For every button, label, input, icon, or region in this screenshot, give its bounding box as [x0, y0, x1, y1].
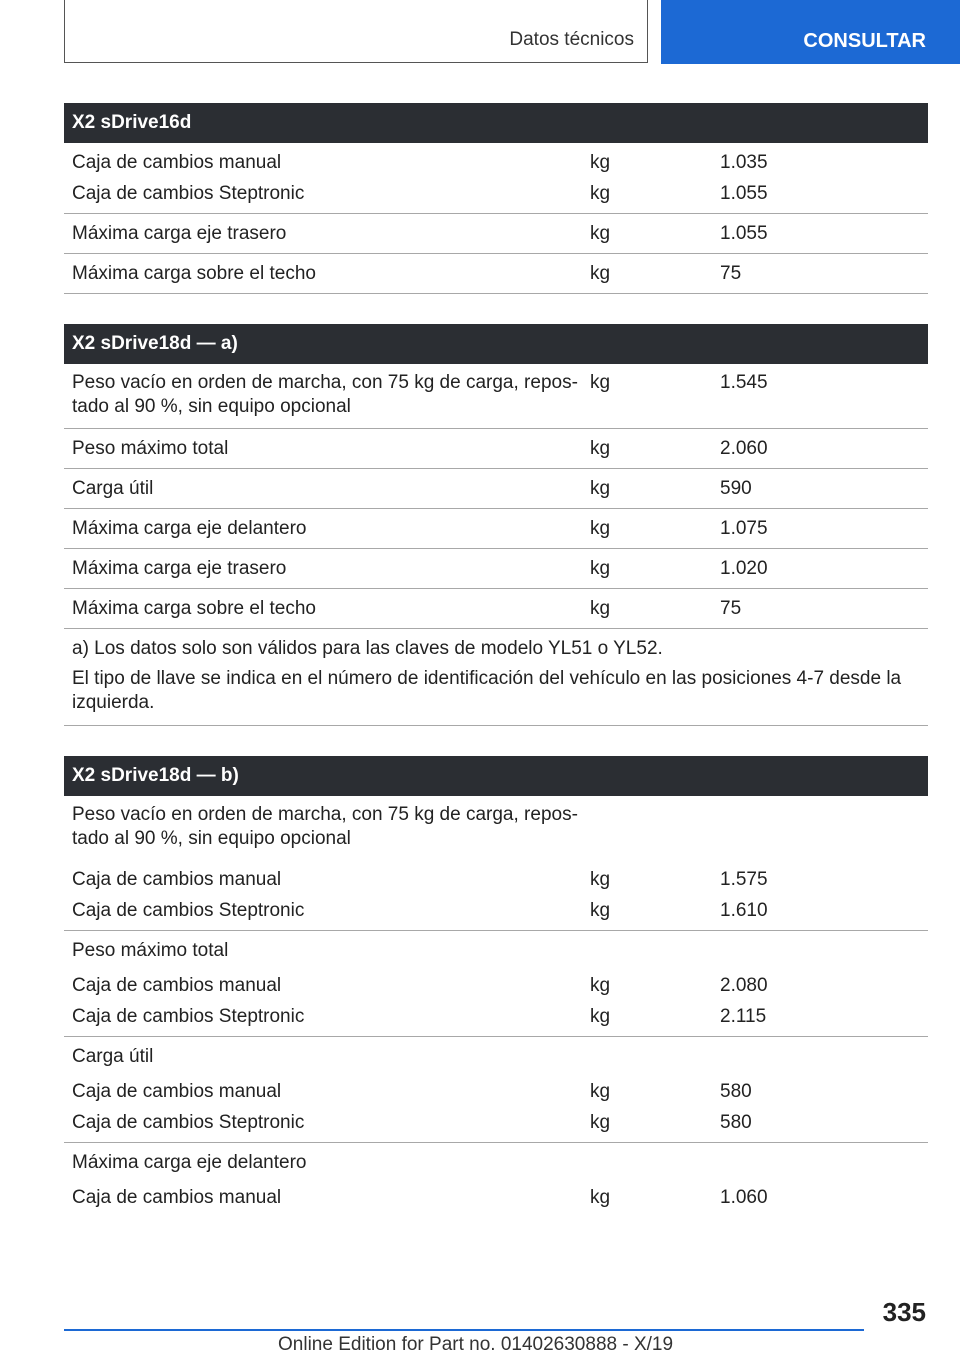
table-row	[64, 1107, 928, 1143]
row-unit: kg	[590, 223, 611, 244]
row-label: Caja de cambios manual	[72, 1187, 282, 1208]
row-value: 1.545	[720, 372, 768, 393]
spec-table-sdrive18d-a	[64, 324, 928, 726]
group-heading: Carga útil	[72, 1046, 154, 1067]
row-label: Caja de cambios Steptronic	[72, 1112, 305, 1133]
row-value: 2.115	[720, 1006, 767, 1027]
row-value: 1.575	[720, 869, 768, 890]
table-row	[64, 143, 928, 178]
group-heading-row	[64, 931, 928, 966]
footer-divider	[64, 1329, 864, 1331]
row-value: 2.080	[720, 975, 768, 996]
row-unit: kg	[590, 1112, 611, 1133]
table-row	[64, 895, 928, 931]
row-value: 580	[720, 1081, 752, 1102]
row-unit: kg	[590, 1187, 611, 1208]
row-label: Carga útil	[72, 478, 154, 499]
row-label: Caja de cambios manual	[72, 152, 282, 173]
table-row	[64, 469, 928, 509]
table-row	[64, 214, 928, 254]
table-footnotes	[64, 629, 928, 726]
group-heading-row	[64, 796, 928, 860]
row-label: Caja de cambios Steptronic	[72, 183, 305, 204]
row-unit: kg	[590, 372, 611, 393]
content	[64, 103, 928, 1213]
row-label: Caja de cambios Steptronic	[72, 900, 305, 921]
row-value: 580	[720, 1112, 752, 1133]
edition-text: Online Edition for Part no. 01402630888 - X/19	[278, 1334, 674, 1355]
table-title: X2 sDrive16d	[64, 103, 928, 143]
page-number: 335	[882, 1297, 926, 1327]
row-unit: kg	[590, 152, 611, 173]
row-unit: kg	[590, 263, 611, 284]
row-value: 1.610	[720, 900, 768, 921]
table-row	[64, 966, 928, 1001]
row-label: Máxima carga eje delantero	[72, 518, 307, 539]
table-row	[64, 178, 928, 214]
row-label: Peso máximo total	[72, 438, 229, 459]
row-label: Caja de cambios Steptronic	[72, 1006, 305, 1027]
row-label: Máxima carga sobre el techo	[72, 263, 316, 284]
row-value: 1.055	[720, 223, 768, 244]
group-heading: Máxima carga eje delantero	[72, 1152, 307, 1173]
table-row	[64, 509, 928, 549]
table-row	[64, 364, 928, 429]
row-label: Caja de cambios manual	[72, 869, 282, 890]
table-row	[64, 589, 928, 629]
table-row	[64, 1001, 928, 1037]
group-heading-row	[64, 1143, 928, 1178]
table-row	[64, 549, 928, 589]
row-value: 590	[720, 478, 752, 499]
row-unit: kg	[590, 478, 611, 499]
consultar-tab[interactable]: CONSULTAR	[661, 0, 960, 64]
table-title: X2 sDrive18d — b)	[64, 756, 928, 796]
row-unit: kg	[590, 900, 611, 921]
row-value: 1.035	[720, 152, 768, 173]
section-title: Datos técnicos	[509, 29, 634, 50]
row-unit: kg	[590, 1006, 611, 1027]
row-value: 1.075	[720, 518, 768, 539]
row-label: Peso vacío en orden de marcha, con 75 kg de carga, repos- tado al 90 %, sin equipo opcional	[72, 372, 578, 417]
row-label: Caja de cambios manual	[72, 1081, 282, 1102]
footnote: El tipo de llave se indica en el número de identificación del vehículo en las posiciones 4-7 desde la izquierda.	[72, 668, 902, 713]
row-unit: kg	[590, 183, 611, 204]
row-label: Caja de cambios manual	[72, 975, 282, 996]
group-heading: Peso vacío en orden de marcha, con 75 kg de carga, repos- tado al 90 %, sin equipo opcional	[72, 804, 578, 849]
row-unit: kg	[590, 598, 611, 619]
row-unit: kg	[590, 558, 611, 579]
row-value: 1.020	[720, 558, 768, 579]
spec-table-sdrive16d	[64, 103, 928, 294]
row-value: 1.055	[720, 183, 768, 204]
table-row	[64, 429, 928, 469]
row-value: 2.060	[720, 438, 768, 459]
footnote: a) Los datos solo son válidos para las claves de modelo YL51 o YL52.	[72, 638, 663, 659]
row-value: 75	[720, 263, 742, 284]
row-unit: kg	[590, 869, 611, 890]
group-heading: Peso máximo total	[72, 940, 229, 961]
spec-table-sdrive18d-b	[64, 756, 928, 1213]
row-label: Máxima carga eje trasero	[72, 223, 287, 244]
table-row	[64, 860, 928, 895]
row-unit: kg	[590, 438, 611, 459]
table-row	[64, 1072, 928, 1107]
group-heading-row	[64, 1037, 928, 1072]
table-row	[64, 254, 928, 294]
row-unit: kg	[590, 975, 611, 996]
row-unit: kg	[590, 1081, 611, 1102]
row-value: 1.060	[720, 1187, 768, 1208]
row-label: Máxima carga eje trasero	[72, 558, 287, 579]
table-title: X2 sDrive18d — a)	[64, 324, 928, 364]
table-row	[64, 1178, 928, 1213]
row-unit: kg	[590, 518, 611, 539]
row-value: 75	[720, 598, 742, 619]
row-label: Máxima carga sobre el techo	[72, 598, 316, 619]
